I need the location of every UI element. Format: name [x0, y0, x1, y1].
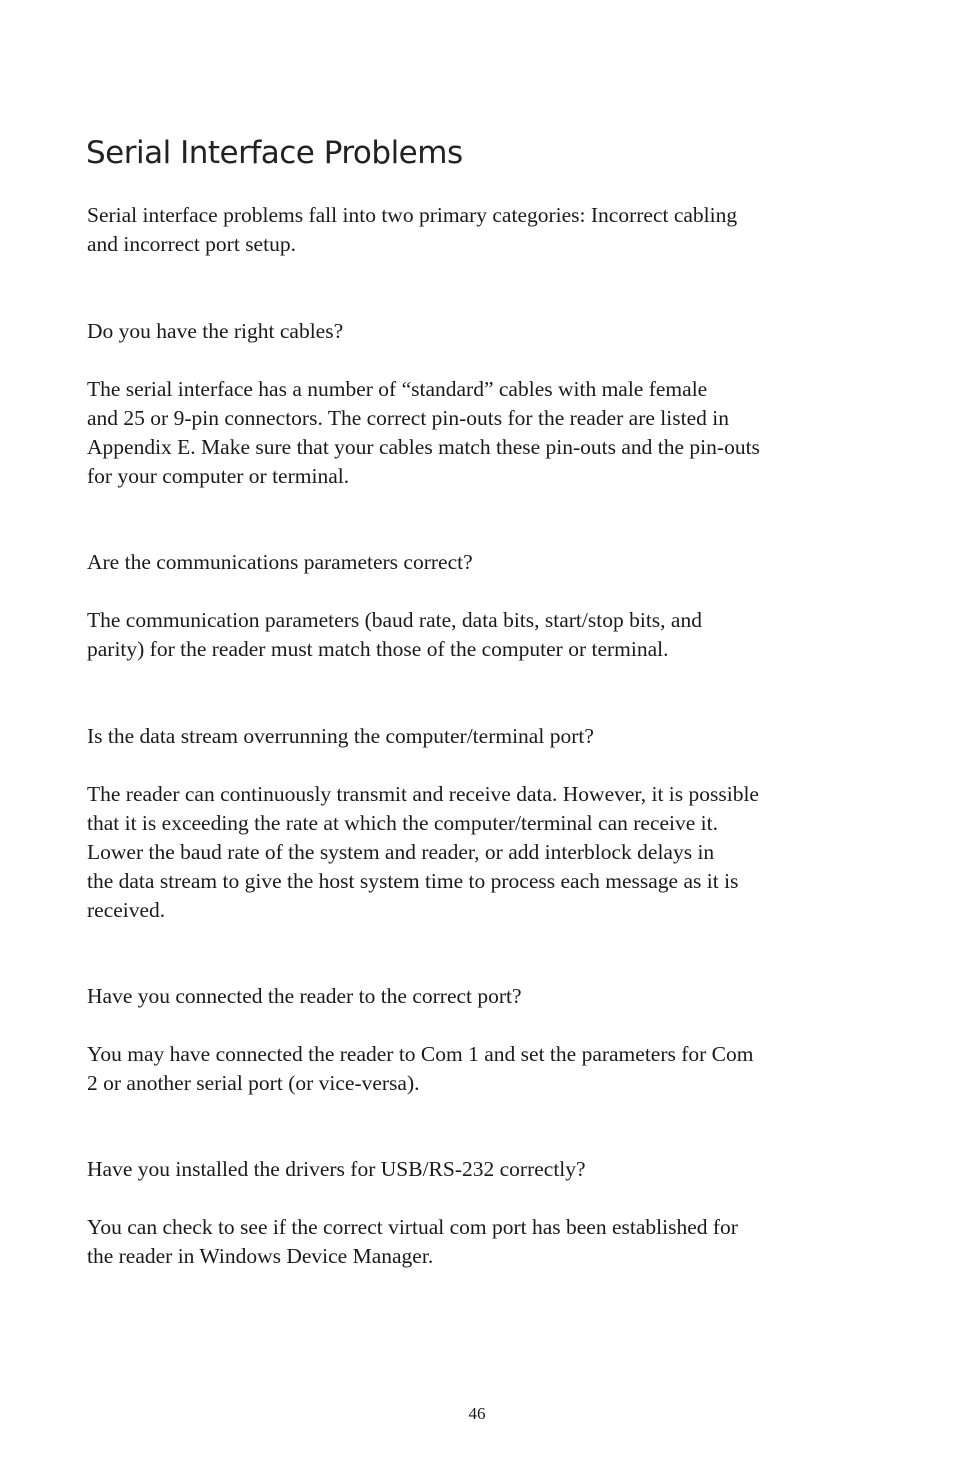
answer-line: the data stream to give the host system time to process each message as it is	[87, 869, 739, 893]
answer-line: received.	[87, 898, 166, 922]
intro-line: Serial interface problems fall into two primary categories: Incorrect cabling	[87, 203, 738, 227]
answer-line: You may have connected the reader to Com 1 and set the parameters for Com	[87, 1042, 754, 1066]
answer-line: Lower the baud rate of the system and reader, or add interblock delays in	[87, 840, 715, 864]
answer-line: and 25 or 9-pin connectors. The correct pin-outs for the reader are listed in	[87, 406, 729, 430]
answer-line: that it is exceeding the rate at which the computer/terminal can receive it.	[87, 811, 718, 835]
answer-parameters	[87, 606, 847, 664]
answer-line: The communication parameters (baud rate, data bits, start/stop bits, and	[87, 608, 702, 632]
page-number: 46	[468, 1404, 486, 1423]
answer-line: parity) for the reader must match those of the computer or terminal.	[87, 637, 669, 661]
answer-line: Appendix E. Make sure that your cables match these pin-outs and the pin-outs	[87, 435, 760, 459]
answer-line: the reader in Windows Device Manager.	[87, 1244, 434, 1268]
answer-cables	[87, 375, 847, 491]
answer-data-stream	[87, 780, 847, 925]
question-data-stream: Is the data stream overrunning the computer/terminal port?	[87, 724, 594, 748]
question-drivers: Have you installed the drivers for USB/RS-232 correctly?	[87, 1157, 586, 1181]
answer-line: for your computer or terminal.	[87, 464, 350, 488]
question-cables: Do you have the right cables?	[87, 319, 344, 343]
answer-line: You can check to see if the correct virtual com port has been established for	[87, 1215, 738, 1239]
answer-line: The reader can continuously transmit and receive data. However, it is possible	[87, 782, 759, 806]
answer-port	[87, 1040, 847, 1098]
intro-paragraph	[87, 201, 847, 259]
answer-drivers	[87, 1213, 847, 1271]
intro-line: and incorrect port setup.	[87, 232, 296, 256]
answer-line: The serial interface has a number of “standard” cables with male female	[87, 377, 708, 401]
answer-line: 2 or another serial port (or vice-versa).	[87, 1071, 420, 1095]
page-title: Serial Interface Problems	[86, 135, 463, 171]
question-parameters: Are the communications parameters correct?	[87, 550, 473, 574]
question-port: Have you connected the reader to the correct port?	[87, 984, 522, 1008]
